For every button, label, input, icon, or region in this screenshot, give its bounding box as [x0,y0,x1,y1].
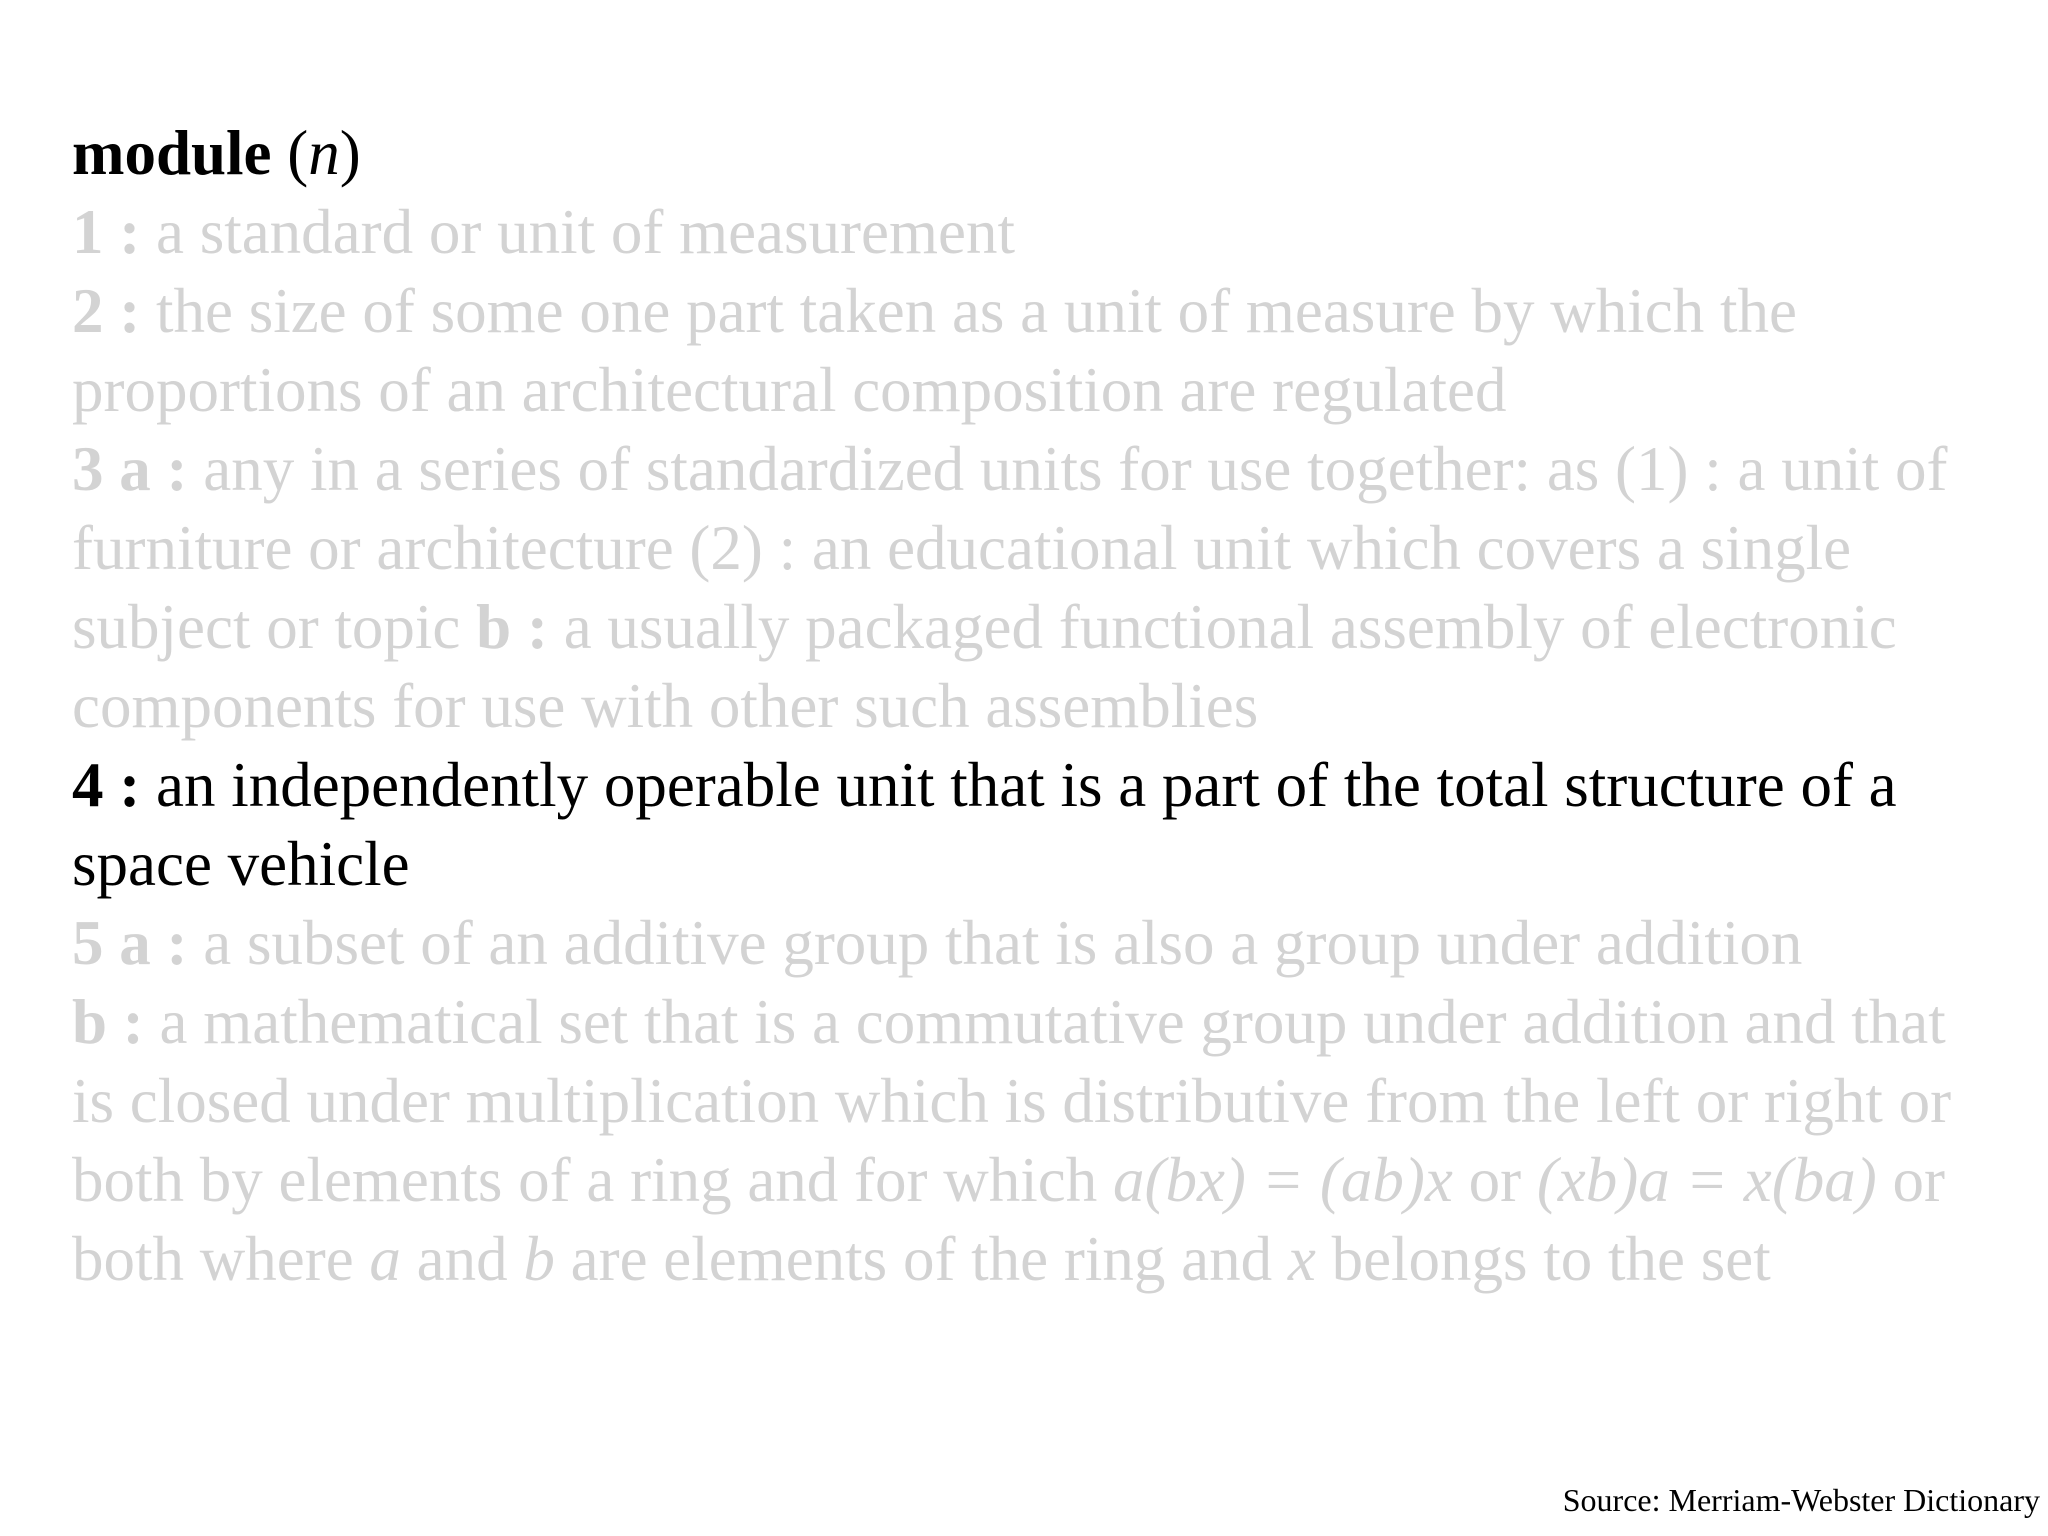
sense-text: an independently operable unit that is a part of the total structure of a space vehicle [72,750,1897,899]
sense-text-6: belongs to the set [1315,1224,1771,1294]
sense-number: b : [72,987,144,1057]
formula-1: a(bx) = (ab)x [1112,1145,1453,1215]
entry-headline [72,114,1992,193]
source-citation: Source: Merriam-Webster Dictionary [1562,1482,2040,1518]
sense-5b [72,983,1992,1299]
formula-2: (xb)a = x(ba) [1536,1145,1877,1215]
sense-number: 5 a : [72,908,188,978]
sense-number: 3 a : [72,434,188,504]
headword: module [72,118,272,188]
sense-text: a mathematical set that is a commutative group under addition and that is closed under multiplication which is distributive from the left or right or both by elements of a ring and for which [72,987,1952,1215]
variable-x: x [1287,1224,1316,1294]
sense-text-2: or [1452,1145,1537,1215]
sense-number: 4 : [72,750,141,820]
sense-text: a standard or unit of measurement [140,197,1015,267]
sense-text: the size of some one part taken as a unit of measure by which the proportions of an architectural composition are regulated [72,276,1797,425]
sense-text-5: are elements of the ring and [554,1224,1288,1294]
sense-2 [72,272,1992,430]
sense-5a [72,904,1992,983]
sense-text-3: or both where [72,1145,1945,1294]
variable-a: a [369,1224,401,1294]
pos-open-paren: ( [271,118,309,188]
pos-close-paren: ) [339,118,361,188]
sense-3 [72,430,1992,746]
dictionary-entry [72,114,1992,1299]
part-of-speech: n [308,118,340,188]
sense-number: 2 : [72,276,141,346]
sense-4-highlighted [72,746,1992,904]
sense-text: any in a series of standardized units for use together: as (1) : a unit of furniture or architecture (2) : an educational unit which covers a single subject or topic [72,434,1948,662]
sense-text-4: and [400,1224,524,1294]
sub-sense-label: b : [476,592,548,662]
sense-1 [72,193,1992,272]
variable-b: b [523,1224,555,1294]
sense-text: a subset of an additive group that is also a group under addition [187,908,1803,978]
sub-sense-text: a usually packaged functional assembly of electronic components for use with other such assemblies [72,592,1897,741]
sense-number: 1 : [72,197,141,267]
